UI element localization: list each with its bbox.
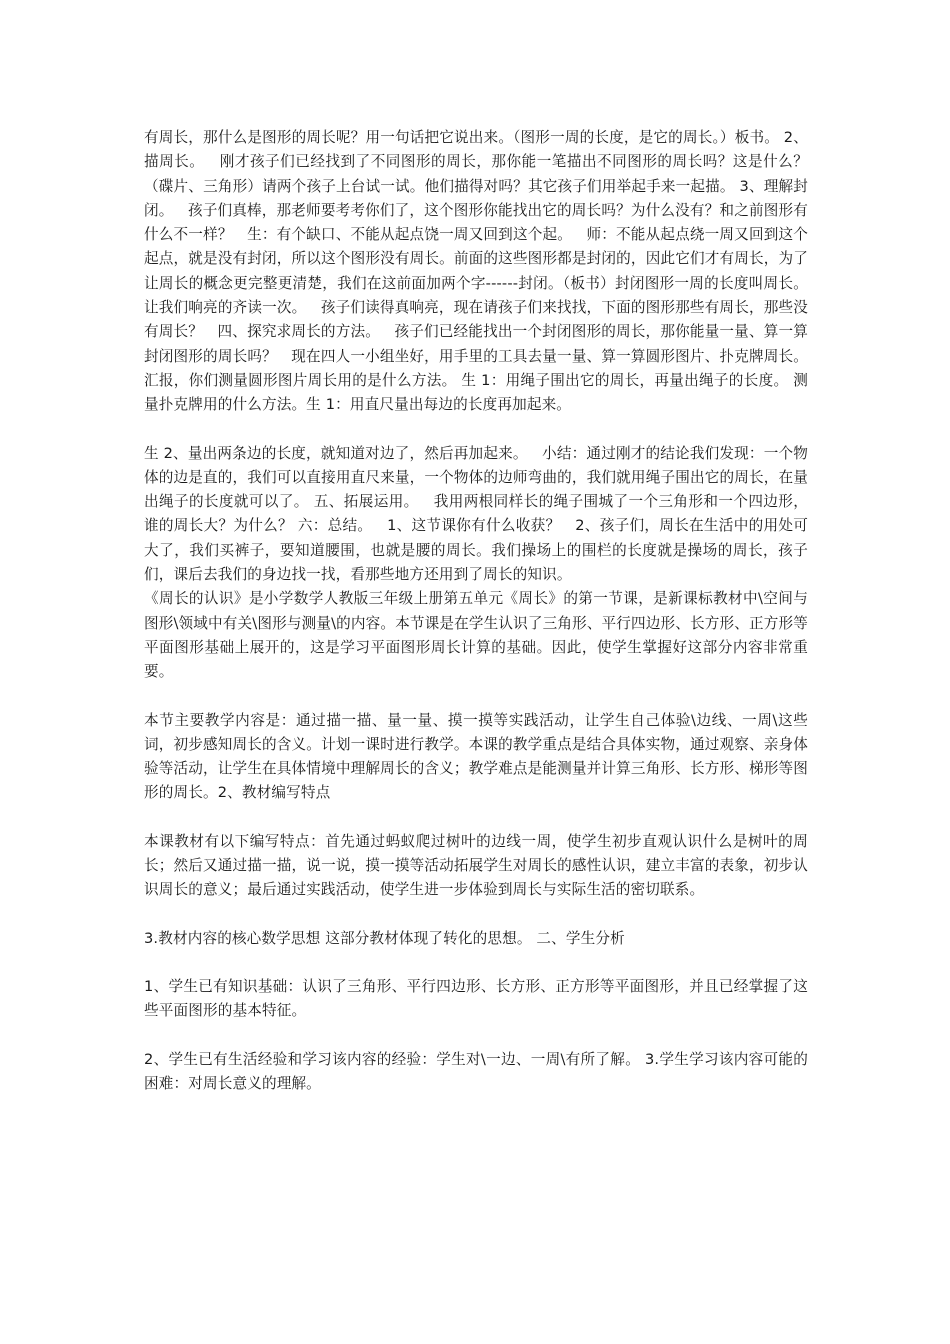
paragraph-core-idea: 3.教材内容的核心数学思想 这部分教材体现了转化的思想。 二、学生分析 — [144, 929, 625, 947]
paragraph-student-knowledge: 1、学生已有知识基础：认识了三角形、平行四边形、长方形、正方形等平面图形，并且已经掌握了这些平面图形的基本特征。 — [144, 977, 808, 1020]
document-body — [144, 126, 813, 1096]
paragraph-textbook-features: 本课教材有以下编写特点：首先通过蚂蚁爬过树叶的边线一周，使学生初步直观认识什么是树叶的周长；然后又通过描一描，说一说，摸一摸等活动拓展学生对周长的感性认识，建立丰富的表象，初步认识周长的意义；最后通过实践活动，使学生进一步体验到周长与实际生活的密切联系。 — [144, 832, 808, 899]
paragraph-textbook-intro: 《周长的认识》是小学数学人教版三年级上册第五单元《周长》的第一节课，是新课标教材中\空间与图形\领域中有关\图形与测量\的内容。本节课是在学生认识了三角形、平行四边形、长方形、正方形等平面图形基础上展开的，这是学习平面图形周长计算的基础。因此，使学生掌握好这部分内容非常重要。 — [144, 590, 808, 681]
paragraph-teaching-content: 本节主要教学内容是：通过描一描、量一量、摸一摸等实践活动，让学生自己体验\边线、一周\这些词，初步感知周长的含义。计划一课时进行教学。本课的教学重点是结合具体实物，通过观察、亲身体验等活动，让学生在具体情境中理解周长的含义；教学难点是能测量并计算三角形、长方形、梯形等图形的周长。2、教材编写特点 — [144, 711, 808, 802]
paragraph-student-experience: 2、学生已有生活经验和学习该内容的经验：学生对\一边、一周\有所了解。 3.学生学习该内容可能的困难：对周长意义的理解。 — [144, 1050, 808, 1092]
paragraph-lesson-process: 有周长，那什么是图形的周长呢？用一句话把它说出来。（图形一周的长度，是它的周长。）板书。 2、描周长。 刚才孩子们已经找到了不同图形的周长，那你能一笔描出不同图形的周长吗？这是什么？（碟片、三角形）请两个孩子上台试一试。他们描得对吗？其它孩子们用举起手来一起描。 3、理解封闭。 孩子们真棒，那老师要考考你们了，这个图形你能找出它的周长吗？为什么没有？和之前图形有什么不一样？ 生：有个缺口、不能从起点饶一周又回到这个起。 师：不能从起点绕一周又回到这个起点，就是没有封闭，所以这个图形没有周长。前面的这些图形都是封闭的，因此它们才有周长，为了让周长的概念更完整更清楚，我们在这前面加两个字------封闭。（板书）封闭图形一周的长度叫周长。让我们响亮的齐读一次。 孩子们读得真响亮，现在请孩子们来找找，下面的图形那些有周长，那些没有周长？ 四、探究求周长的方法。 孩子们已经能找出一个封闭图形的周长，那你能量一量、算一算封闭图形的周长吗？ 现在四人一小组坐好，用手里的工具去量一量、算一算圆形图片、扑克牌周长。 汇报，你们测量圆形图片周长用的是什么方法。 生 1：用绳子围出它的周长，再量出绳子的长度。 测量扑克牌用的什么方法。生 1：用直尺量出每边的长度再加起来。 — [144, 129, 813, 414]
paragraph-summary-extension: 生 2、量出两条边的长度，就知道对边了，然后再加起来。 小结：通过刚才的结论我们发现：一个物体的边是直的，我们可以直接用直尺来量，一个物体的边师弯曲的，我们就用绳子围出它的周长，在量出绳子的长度就可以了。 五、拓展运用。 我用两根同样长的绳子围城了一个三角形和一个四边形，谁的周长大？为什么？ 六：总结。 1、这节课你有什么收获？ 2、孩子们，周长在生活中的用处可大了，我们买裤子，要知道腰围，也就是腰的周长。我们操场上的围栏的长度就是操场的周长，孩子们，课后去我们的身边找一找，看那些地方还用到了周长的知识。 — [144, 444, 808, 584]
